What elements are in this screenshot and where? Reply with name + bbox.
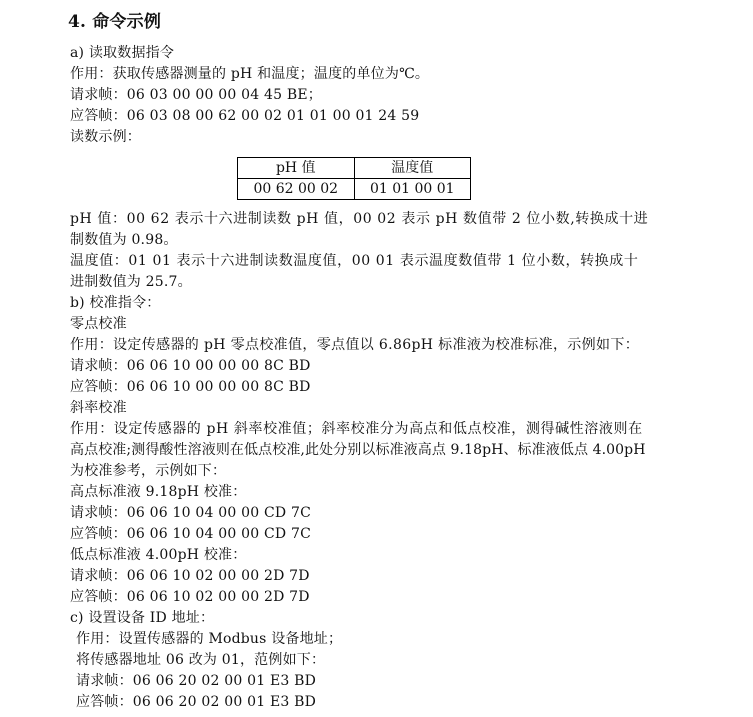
- low-point-label: 低点标准液 4.00pH 校准：: [70, 547, 247, 563]
- zero-calibration-response: 应答帧：06 06 10 00 00 00 8C BD: [70, 379, 311, 395]
- high-point-response: 应答帧：06 06 10 04 00 00 CD 7C: [70, 526, 311, 542]
- table-cell-ph: 00 62 00 02: [238, 179, 355, 200]
- slope-calibration-purpose-2: 高点校准;测得酸性溶液则在低点校准,此处分别以标准液高点 9.18pH、标准液低点 4.00pH: [70, 442, 646, 458]
- high-point-label: 高点标准液 9.18pH 校准：: [70, 484, 247, 500]
- temp-description-line-1: 温度值：01 01 表示十六进制读数温度值，00 01 表示温度数值带 1 位小数，转换成十: [70, 253, 639, 269]
- ph-description-line-2: 制数值为 0.98。: [70, 232, 178, 248]
- zero-calibration-request: 请求帧：06 06 10 00 00 00 8C BD: [70, 358, 311, 374]
- table-header-row: [238, 158, 471, 179]
- section-c-response: 应答帧：06 06 20 02 00 01 E3 BD: [76, 694, 317, 710]
- high-point-request: 请求帧：06 06 10 04 00 00 CD 7C: [70, 505, 311, 521]
- section-b-title: b) 校准指令：: [70, 295, 161, 311]
- section-heading: 4. 命令示例: [68, 12, 162, 32]
- reading-example-table: [237, 157, 471, 200]
- section-a-response: 应答帧：06 03 08 00 62 00 02 01 01 00 01 24 59: [70, 108, 420, 124]
- ph-description-line-1: pH 值：00 62 表示十六进制读数 pH 值，00 02 表示 pH 数值带 2 位小数,转换成十进: [70, 211, 649, 227]
- section-c-title: c) 设置设备 ID 地址：: [70, 610, 215, 626]
- read-example-label: 读数示例：: [70, 129, 141, 145]
- table-header-ph: pH 值: [238, 158, 355, 179]
- low-point-request: 请求帧：06 06 10 02 00 00 2D 7D: [70, 568, 310, 584]
- section-a-purpose: 作用：获取传感器测量的 pH 和温度；温度的单位为℃。: [70, 66, 430, 82]
- table-header-temp: 温度值: [354, 158, 471, 179]
- section-a-request: 请求帧：06 03 00 00 00 04 45 BE；: [70, 87, 322, 103]
- zero-calibration-purpose: 作用：设定传感器的 pH 零点校准值，零点值以 6.86pH 标准液为校准标准，示例如下：: [70, 337, 640, 353]
- temp-description-line-2: 进制数值为 25.7。: [70, 274, 192, 290]
- section-a-title: a) 读取数据指令: [70, 45, 175, 61]
- section-c-example: 将传感器地址 06 改为 01，范例如下：: [76, 652, 326, 668]
- section-c-purpose: 作用：设置传感器的 Modbus 设备地址；: [76, 631, 343, 647]
- low-point-response: 应答帧：06 06 10 02 00 00 2D 7D: [70, 589, 310, 605]
- table-cell-temp: 01 01 00 01: [354, 179, 471, 200]
- slope-calibration-purpose-1: 作用：设定传感器的 pH 斜率校准值；斜率校准分为高点和低点校准，测得碱性溶液则在: [70, 421, 643, 437]
- zero-calibration-title: 零点校准: [70, 316, 127, 332]
- section-c-request: 请求帧：06 06 20 02 00 01 E3 BD: [76, 673, 317, 689]
- slope-calibration-title: 斜率校准: [70, 400, 127, 416]
- table-row: [238, 179, 471, 200]
- slope-calibration-purpose-3: 为校准参考，示例如下：: [70, 463, 227, 479]
